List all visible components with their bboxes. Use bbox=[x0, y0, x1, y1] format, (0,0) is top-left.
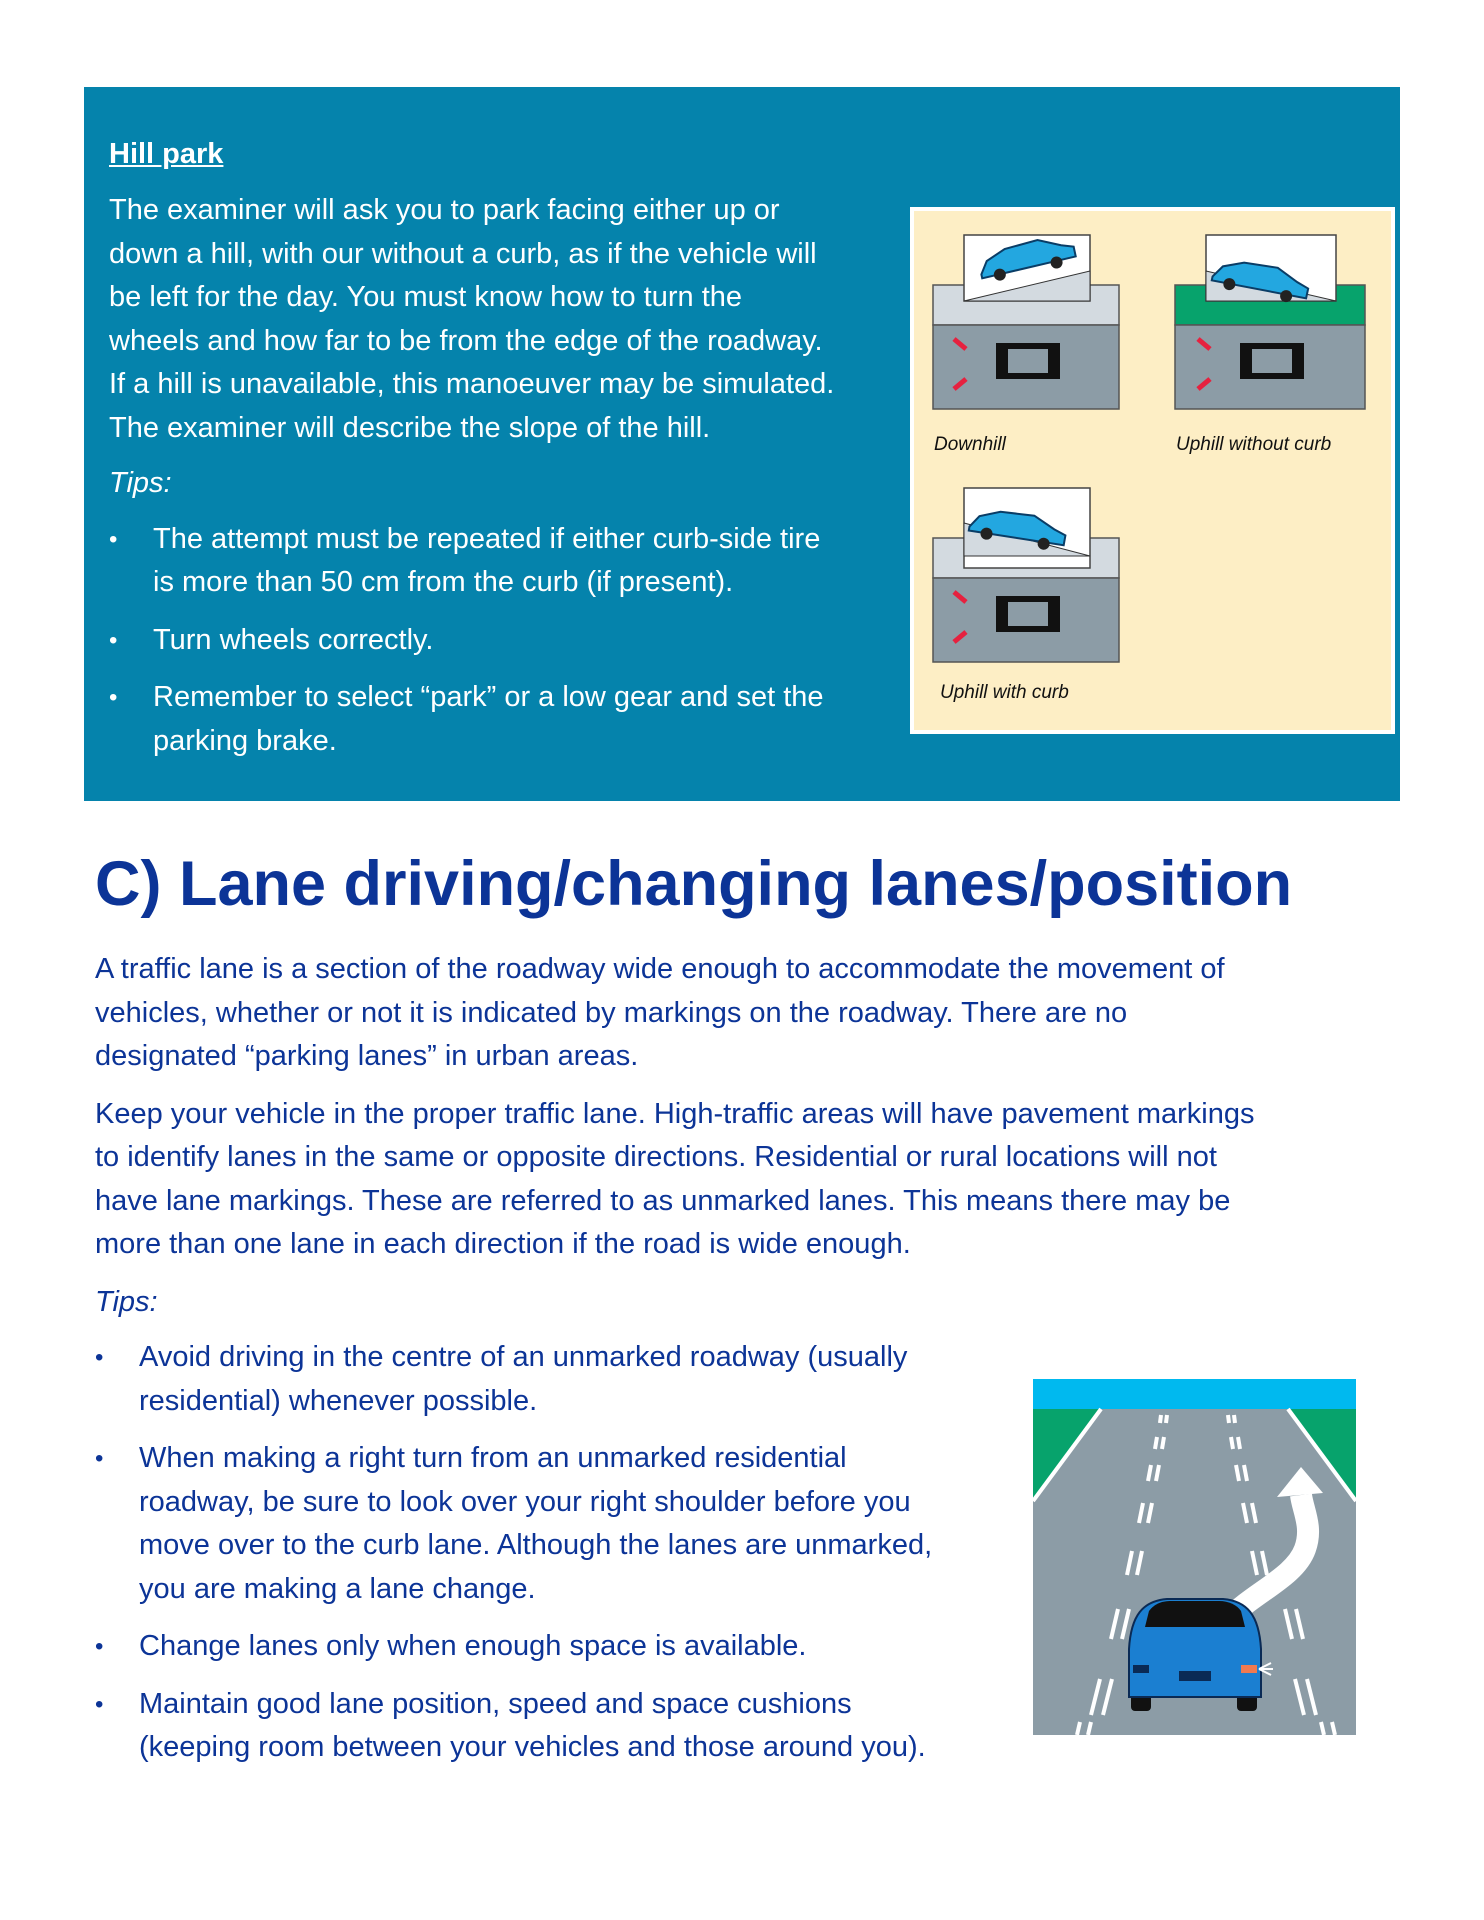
hill-park-tips-list bbox=[109, 518, 989, 764]
list-item: • When making a right turn from an unmarked residential roadway, be sure to look over your right shoulder before you move over to the curb lane. Although the lanes are unmarked, you are making a lane change. bbox=[95, 1437, 1395, 1611]
list-item: • Turn wheels correctly. bbox=[109, 619, 989, 663]
lane-paragraph-2: Keep your vehicle in the proper traffic lane. High-traffic areas will have pavement markings to identify lanes in the same or opposite directions. Residential or rural locations will not have lane markings. These are referred to as unmarked lanes. This means there may be more than one lane in each direction if the road is wide enough. bbox=[95, 1097, 1255, 1260]
car-rear-icon bbox=[1129, 1599, 1273, 1711]
hill-park-text bbox=[109, 137, 989, 777]
hill-park-paragraph: The examiner will ask you to park facing either up or down a hill, with our without a curb, as if the vehicle will be left for the day. You must know how to turn the wheels and how far to be from the edge of the roadway. If a hill is unavailable, this manoeuver may be simulated. The examiner will describe the slope of the hill. bbox=[109, 194, 835, 444]
hill-park-figure bbox=[910, 207, 1395, 734]
hill-park-tips-label: Tips: bbox=[109, 467, 172, 499]
list-item: • Change lanes only when enough space is available. bbox=[95, 1625, 1395, 1669]
uphill-with-curb-caption: Uphill with curb bbox=[940, 682, 1069, 703]
section-title: C) Lane driving/changing lanes/position bbox=[95, 849, 1293, 919]
list-item: • Remember to select “park” or a low gear and set the parking brake. bbox=[109, 676, 989, 763]
list-item: • Avoid driving in the centre of an unmarked roadway (usually residential) whenever possible. bbox=[95, 1336, 1395, 1423]
lane-tips-label: Tips: bbox=[95, 1285, 158, 1318]
downhill-diagram bbox=[933, 233, 1119, 409]
uphill-without-curb-caption: Uphill without curb bbox=[1176, 434, 1332, 455]
lane-change-figure bbox=[1033, 1379, 1356, 1735]
uphill-without-curb-diagram bbox=[1175, 235, 1365, 409]
lane-paragraph-1: A traffic lane is a section of the roadway wide enough to accommodate the movement of vehicles, whether or not it is indicated by markings on the roadway. There are no designated “parking lanes” in urban areas. bbox=[95, 953, 1225, 1072]
uphill-with-curb-diagram bbox=[933, 488, 1119, 662]
downhill-caption: Downhill bbox=[934, 434, 1006, 455]
hill-park-heading: Hill park bbox=[109, 138, 224, 170]
hill-park-box bbox=[84, 87, 1400, 801]
list-item: • Maintain good lane position, speed and space cushions (keeping room between your vehicles and those around you). bbox=[95, 1683, 1395, 1770]
list-item: • The attempt must be repeated if either curb-side tire is more than 50 cm from the curb (if present). bbox=[109, 518, 989, 605]
